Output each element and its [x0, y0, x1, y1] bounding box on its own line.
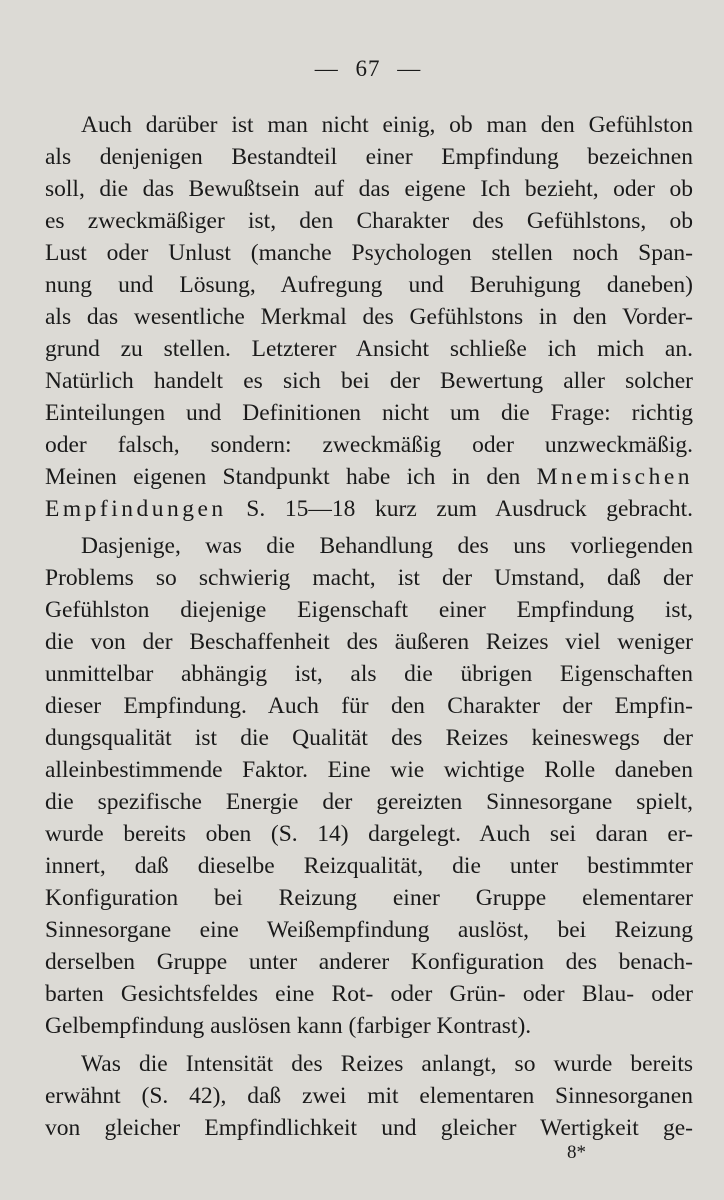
text-line: nung und Lösung, Aufregung und Beruhigung daneben): [45, 272, 693, 298]
text-line: oder falsch, sondern: zweckmäßig oder unzweckmäßig.: [45, 432, 693, 458]
text-line: Lust oder Unlust (manche Psychologen stellen noch Span-: [45, 240, 693, 266]
text-line: die spezifische Energie der gereizten Sinnesorgane spielt,: [45, 789, 693, 815]
text-fragment: Meinen eigenen Standpunkt habe ich in den: [45, 464, 537, 490]
text-line: innert, daß dieselbe Reizqualität, die unter bestimmter: [45, 853, 693, 879]
text-line: Gelbempfindung auslösen kann (farbiger Kontrast).: [45, 1013, 532, 1039]
text-line: es zweckmäßiger ist, den Charakter des Gefühlstons, ob: [45, 208, 693, 234]
text-line: grund zu stellen. Letzterer Ansicht schließe ich mich an.: [45, 336, 693, 362]
paragraph-3: [45, 1048, 693, 1144]
text-line: soll, die das Bewußtsein auf das eigene Ich bezieht, oder ob: [45, 176, 693, 202]
signature-mark: 8*: [567, 1142, 586, 1163]
text-line: erwähnt (S. 42), daß zwei mit elementaren Sinnesorganen: [45, 1083, 693, 1109]
paragraph-1: [45, 109, 693, 525]
text-line: alleinbestimmende Faktor. Eine wie wichtige Rolle daneben: [45, 757, 693, 783]
text-line: dieser Empfindung. Auch für den Charakter der Empfin-: [45, 693, 693, 719]
text-line: Dasjenige, was die Behandlung des uns vorliegenden: [81, 533, 693, 559]
text-line: dungsqualität ist die Qualität des Reizes keineswegs der: [45, 725, 693, 751]
text-line: als das wesentliche Merkmal des Gefühlstons in den Vorder-: [45, 304, 693, 330]
text-line: Natürlich handelt es sich bei der Bewertung aller solcher: [45, 368, 693, 394]
text-line: [45, 461, 693, 493]
text-line: Gefühlston diejenige Eigenschaft einer Empfindung ist,: [45, 597, 693, 623]
spaced-term: Empfindungen: [45, 496, 227, 522]
text-line: [45, 493, 693, 525]
text-line: wurde bereits oben (S. 14) dargelegt. Auch sei daran er-: [45, 821, 693, 847]
text-line: Konfiguration bei Reizung einer Gruppe elementarer: [45, 885, 693, 911]
text-line: Einteilungen und Definitionen nicht um die Frage: richtig: [45, 400, 693, 426]
text-line: barten Gesichtsfeldes eine Rot- oder Grün- oder Blau- oder: [45, 981, 693, 1007]
paragraph-2: [45, 530, 693, 1042]
page-number: — 67 —: [314, 56, 422, 81]
text-line: Problems so schwierig macht, ist der Umstand, daß der: [45, 565, 693, 591]
text-line: derselben Gruppe unter anderer Konfiguration des benach-: [45, 949, 693, 975]
text-line: von gleicher Empfindlichkeit und gleicher Wertigkeit ge-: [45, 1115, 693, 1141]
text-line: Sinnesorgane eine Weißempfindung auslöst, bei Reizung: [45, 917, 693, 943]
text-line: als denjenigen Bestandteil einer Empfindung bezeichnen: [45, 144, 693, 170]
text-line: unmittelbar abhängig ist, als die übrigen Eigenschaften: [45, 661, 693, 687]
text-line: Auch darüber ist man nicht einig, ob man den Gefühlston: [81, 112, 693, 138]
text-line: Was die Intensität des Reizes anlangt, so wurde bereits: [81, 1051, 693, 1077]
text-line: die von der Beschaffenheit des äußeren Reizes viel weniger: [45, 629, 693, 655]
spaced-term: Mnemischen: [536, 464, 693, 490]
text-fragment: S. 15—18 kurz zum Ausdruck gebracht.: [226, 496, 693, 522]
